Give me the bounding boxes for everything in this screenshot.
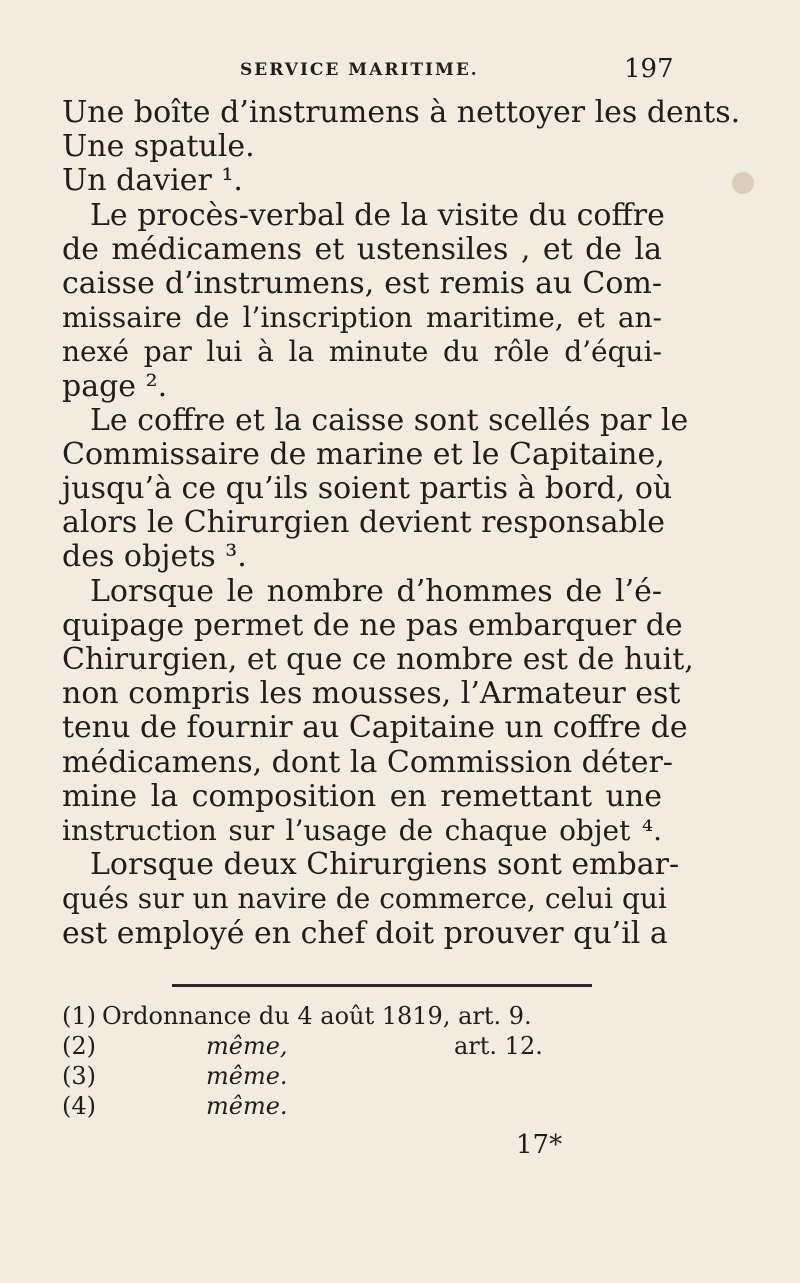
footnote bbox=[62, 1032, 622, 1062]
text-line: alors le Chirurgien devient responsable bbox=[62, 505, 666, 541]
text-line: Commissaire de marine et le Capitaine, bbox=[62, 436, 665, 472]
text-line: Chirurgien, et que ce nombre est de huit, bbox=[62, 642, 694, 677]
footnotes bbox=[62, 1002, 622, 1122]
text-line: Lorsque le nombre d’hommes de l’é- bbox=[90, 573, 662, 609]
foxing-spot bbox=[732, 172, 754, 194]
text-line: non compris les mousses, l’Armateur est bbox=[62, 676, 681, 712]
text-line: Une boîte d’instrumens à nettoyer les dents. bbox=[62, 95, 741, 130]
text-line: Un davier ¹. bbox=[62, 163, 243, 199]
text-line: Lorsque deux Chirurgiens sont embar- bbox=[90, 847, 680, 883]
text-line: mine la composition en remettant une bbox=[62, 778, 662, 814]
footnote bbox=[62, 1062, 622, 1092]
footnote bbox=[62, 1092, 622, 1122]
footnote-marker: (2) bbox=[62, 1032, 96, 1060]
text-line: instruction sur l’usage de chaque objet ⁴. bbox=[62, 813, 662, 847]
footnote-ref: art. 12. bbox=[454, 1032, 543, 1060]
footnote-marker: (1) bbox=[62, 1002, 96, 1030]
text-line: qués sur un navire de commerce, celui qui bbox=[62, 882, 667, 916]
running-head: SERVICE MARITIME. bbox=[240, 60, 479, 80]
footnote-divider bbox=[172, 984, 592, 987]
text-line: nexé par lui à la minute du rôle d’équi- bbox=[62, 335, 662, 369]
footnote bbox=[62, 1002, 622, 1032]
footnote-marker: (3) bbox=[62, 1062, 96, 1090]
page-header bbox=[0, 54, 800, 90]
footnote-text: même, bbox=[206, 1032, 288, 1060]
footnote-text: même. bbox=[206, 1092, 288, 1120]
text-line: Le procès-verbal de la visite du coffre bbox=[90, 197, 665, 233]
footnote-marker: (4) bbox=[62, 1092, 96, 1120]
text-line: Le coffre et la caisse sont scellés par le bbox=[90, 402, 689, 438]
text-line: jusqu’à ce qu’ils soient partis à bord, où bbox=[62, 471, 673, 507]
text-line: tenu de fournir au Capitaine un coffre de bbox=[62, 710, 688, 746]
text-line: quipage permet de ne pas embarquer de bbox=[62, 607, 683, 643]
text-line: de médicamens et ustensiles , et de la bbox=[62, 231, 662, 267]
text-line: Une spatule. bbox=[62, 129, 255, 165]
text-line: médicamens, dont la Commission déter- bbox=[62, 744, 673, 780]
page-number: 197 bbox=[624, 54, 674, 84]
text-line: page ². bbox=[62, 368, 168, 404]
signature-mark: 17* bbox=[516, 1130, 563, 1160]
body-text bbox=[62, 95, 741, 951]
text-line: des objets ³. bbox=[62, 539, 247, 575]
footnote-text: Ordonnance du 4 août 1819, art. 9. bbox=[102, 1002, 532, 1030]
text-line: est employé en chef doit prouver qu’il a bbox=[62, 915, 668, 951]
footnote-text: même. bbox=[206, 1062, 288, 1090]
text-line: missaire de l’inscription maritime, et an- bbox=[62, 301, 662, 335]
text-line: caisse d’instrumens, est remis au Com- bbox=[62, 265, 662, 301]
